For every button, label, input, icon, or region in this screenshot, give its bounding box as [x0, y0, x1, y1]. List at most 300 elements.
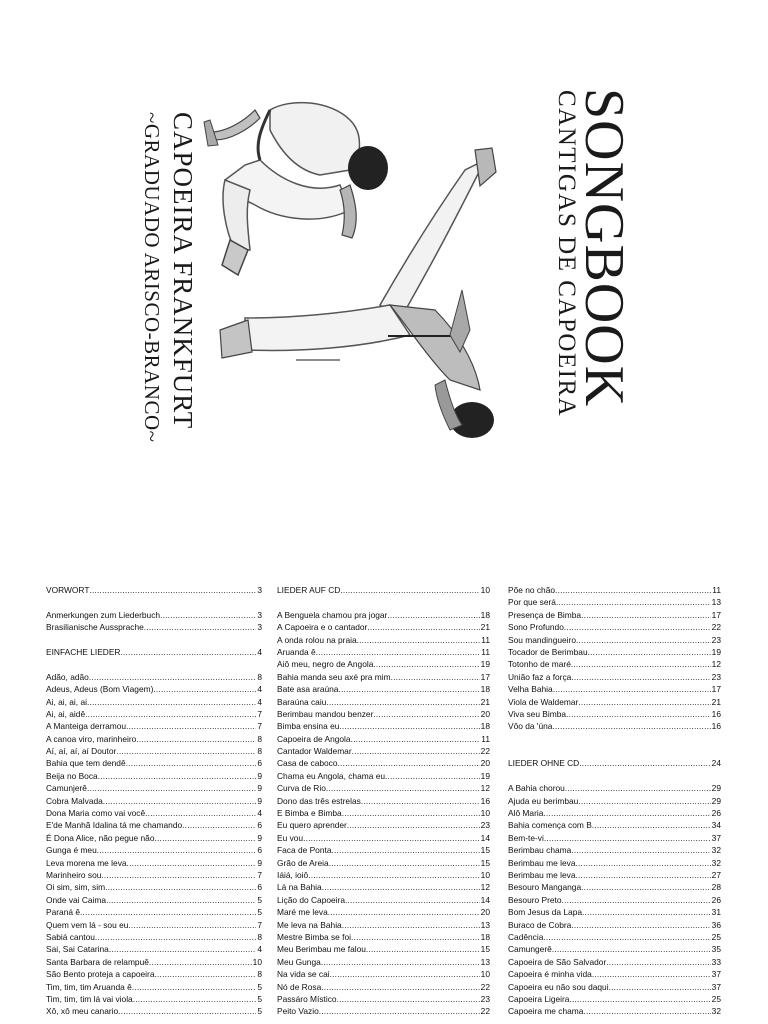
toc-entry-title: Berimbau me leva [508, 857, 576, 868]
toc-entry-page: 23 [711, 671, 721, 682]
toc-entry-title: Grão de Areia [277, 857, 329, 868]
toc-entry[interactable] [46, 894, 262, 906]
toc-entry-title: Passáro Místico [277, 993, 337, 1004]
toc-entry[interactable] [46, 683, 262, 695]
toc-entry[interactable] [508, 1005, 721, 1017]
toc-column-2 [277, 584, 490, 1018]
toc-entry-title: Sabiá cantou [46, 931, 95, 942]
toc-dot-leader [552, 720, 710, 732]
toc-dot-leader [153, 683, 256, 695]
toc-entry-title: Chama eu Angola, chama eu [277, 770, 386, 781]
toc-entry-page: 7 [257, 721, 262, 732]
toc-entry[interactable] [277, 943, 490, 955]
toc-entry-page: 37 [711, 981, 721, 992]
toc-entry[interactable] [277, 646, 490, 658]
toc-entry[interactable] [508, 993, 721, 1005]
toc-dot-leader [87, 782, 256, 794]
toc-entry-title: Nó de Rosa [277, 981, 322, 992]
toc-entry-page: 22 [480, 1006, 490, 1017]
toc-dot-leader [337, 993, 480, 1005]
toc-entry-title: Curva de Rio [277, 783, 326, 794]
toc-dot-leader [120, 646, 256, 658]
toc-entry[interactable] [277, 894, 490, 906]
toc-entry-title: Ai, ai, ai, ai [46, 696, 87, 707]
toc-entry-page: 8 [257, 671, 262, 682]
toc-column-1 [46, 584, 262, 1018]
toc-entry[interactable] [46, 757, 262, 769]
toc-dot-leader [571, 671, 710, 683]
toc-dot-leader [366, 943, 480, 955]
toc-entry[interactable] [277, 819, 490, 831]
toc-dot-leader [351, 733, 481, 745]
toc-dot-leader [95, 931, 256, 943]
toc-dot-leader [340, 584, 479, 596]
toc-entry[interactable] [277, 795, 490, 807]
toc-entry[interactable] [46, 621, 262, 633]
toc-entry-title: Sono Profundo [508, 622, 564, 633]
toc-entry-page: 32 [711, 845, 721, 856]
toc-entry-page: 18 [480, 721, 490, 732]
toc-entry[interactable] [46, 646, 262, 658]
toc-dot-leader [136, 733, 256, 745]
toc-entry[interactable] [46, 819, 262, 831]
toc-dot-leader [98, 770, 257, 782]
toc-entry[interactable] [277, 584, 490, 596]
toc-entry-title: LIEDER OHNE CD [508, 758, 580, 769]
toc-entry[interactable] [46, 807, 262, 819]
toc-dot-leader [316, 646, 481, 658]
toc-entry-title: A Manteiga derramou [46, 721, 127, 732]
toc-entry-title: Faca de Ponta [277, 845, 332, 856]
toc-entry[interactable] [508, 782, 721, 794]
toc-entry-title: Capoeira de Angola [277, 733, 351, 744]
toc-entry[interactable] [508, 757, 721, 769]
toc-entry-title: Paraná ê [46, 907, 80, 918]
toc-entry[interactable] [46, 795, 262, 807]
toc-dot-leader [543, 807, 710, 819]
toc-entry[interactable] [46, 844, 262, 856]
toc-dot-leader [579, 757, 710, 769]
toc-entry[interactable] [277, 782, 490, 794]
toc-entry-title: Velha Bahia [508, 684, 553, 695]
toc-entry-title: Berimbau me leva [508, 869, 576, 880]
toc-entry-title: Viva seu Bimba [508, 708, 567, 719]
toc-dot-leader [569, 993, 710, 1005]
toc-entry-title: Capoeira me chama [508, 1006, 584, 1017]
toc-entry[interactable] [508, 795, 721, 807]
toc-entry-title: Santa Barbara de relampuê [46, 956, 149, 967]
toc-entry[interactable] [46, 968, 262, 980]
toc-entry-title: Bahia manda seu axé pra mim [277, 671, 391, 682]
toc-entry-page: 20 [480, 907, 490, 918]
toc-entry-page: 8 [257, 969, 262, 980]
toc-entry[interactable] [46, 931, 262, 943]
toc-entry[interactable] [46, 943, 262, 955]
toc-entry-title: Me leva na Bahia [277, 919, 342, 930]
toc-entry[interactable] [508, 658, 721, 670]
toc-entry-title: Leva morena me leva [46, 857, 127, 868]
toc-dot-leader [555, 584, 711, 596]
toc-dot-leader [182, 819, 256, 831]
toc-entry[interactable] [277, 844, 490, 856]
toc-entry-page: 16 [711, 708, 721, 719]
toc-entry-page: 5 [257, 993, 262, 1004]
toc-entry[interactable] [46, 993, 262, 1005]
toc-entry-page: 22 [480, 981, 490, 992]
toc-entry[interactable] [508, 906, 721, 918]
toc-entry[interactable] [277, 720, 490, 732]
toc-dot-leader [578, 795, 710, 807]
toc-entry[interactable] [46, 869, 262, 881]
toc-entry-title: Dono das três estrelas [277, 795, 361, 806]
toc-entry[interactable] [277, 671, 490, 683]
toc-dot-leader [155, 832, 257, 844]
toc-dot-leader [562, 894, 711, 906]
toc-dot-leader [308, 869, 479, 881]
toc-entry-title: Brasilianische Aussprache [46, 622, 144, 633]
toc-entry[interactable] [508, 819, 721, 831]
toc-entry[interactable] [46, 720, 262, 732]
toc-entry-title: Capoeira Ligeira [508, 993, 570, 1004]
toc-entry-title: Dona Maria como vai você [46, 808, 146, 819]
toc-entry-title: Bate asa araúna [277, 684, 339, 695]
toc-dot-leader [357, 634, 481, 646]
toc-entry-page: 7 [257, 869, 262, 880]
toc-dot-leader [391, 671, 480, 683]
toc-entry-page: 10 [252, 956, 262, 967]
toc-entry-page: 29 [711, 795, 721, 806]
toc-entry[interactable] [508, 968, 721, 980]
toc-entry-page: 14 [480, 832, 490, 843]
toc-spacer [46, 634, 262, 646]
toc-entry[interactable] [277, 807, 490, 819]
toc-entry[interactable] [508, 671, 721, 683]
toc-entry-title: Lá na Bahia [277, 882, 322, 893]
toc-entry-title: Besouro Preto [508, 894, 562, 905]
toc-entry[interactable] [277, 696, 490, 708]
toc-entry-title: Põe no chão [508, 585, 556, 595]
toc-entry-page: 11 [481, 733, 490, 744]
toc-entry-title: A Benguela chamou pra jogar [277, 609, 388, 620]
toc-entry-title: É Dona Alice, não pegue não [46, 832, 155, 843]
toc-entry[interactable] [46, 981, 262, 993]
toc-dot-leader [322, 881, 480, 893]
toc-dot-leader [588, 646, 711, 658]
toc-entry-page: 27 [711, 869, 721, 880]
toc-entry-page: 23 [711, 634, 721, 645]
toc-entry-title: Tocador de Berimbau [508, 646, 588, 657]
toc-dot-leader [342, 807, 480, 819]
toc-entry[interactable] [508, 609, 721, 621]
toc-entry[interactable] [46, 609, 262, 621]
toc-entry-title: Capoeira eu não sou daqui [508, 981, 609, 992]
toc-entry-title: Beija no Boca [46, 770, 98, 781]
toc-entry[interactable] [277, 869, 490, 881]
toc-dot-leader [326, 696, 479, 708]
toc-entry-page: 11 [481, 646, 490, 657]
toc-dot-leader [85, 708, 256, 720]
toc-entry-title: Capoeira de São Salvador [508, 956, 607, 967]
toc-entry-page: 10 [480, 869, 490, 880]
toc-entry-title: Totonho de maré [508, 659, 571, 670]
toc-entry-title: A Bahia chorou [508, 783, 565, 794]
toc-entry-title: Berimbau chama [508, 845, 572, 856]
toc-dot-leader [330, 968, 480, 980]
toc-entry[interactable] [46, 832, 262, 844]
toc-spacer [508, 745, 721, 757]
toc-dot-leader [581, 609, 711, 621]
toc-entry-page: 16 [711, 721, 721, 732]
toc-dot-leader [592, 968, 711, 980]
toc-dot-leader [149, 956, 252, 968]
toc-entry-page: 8 [257, 746, 262, 757]
toc-entry[interactable] [508, 683, 721, 695]
toc-entry-title: Aiô meu, negro de Angola [277, 659, 374, 670]
toc-entry-page: 16 [480, 795, 490, 806]
toc-entry-title: Xô, xô meu canario [46, 1006, 119, 1017]
toc-entry-page: 22 [711, 622, 721, 633]
toc-dot-leader [128, 919, 256, 931]
toc-entry[interactable] [46, 906, 262, 918]
toc-entry[interactable] [46, 770, 262, 782]
toc-dot-leader [126, 757, 257, 769]
toc-spacer [508, 770, 721, 782]
toc-entry-title: VORWORT [46, 585, 90, 595]
toc-entry[interactable] [508, 956, 721, 968]
toc-dot-leader [338, 757, 480, 769]
toc-entry-title: Camungerê [508, 944, 552, 955]
toc-dot-leader [132, 981, 257, 993]
toc-entry-title: Bom Jesus da Lapa [508, 907, 583, 918]
toc-entry[interactable] [46, 881, 262, 893]
toc-entry[interactable] [277, 832, 490, 844]
toc-dot-leader [321, 981, 479, 993]
toc-dot-leader [331, 844, 479, 856]
toc-dot-leader [552, 943, 711, 955]
toc-entry-page: 9 [257, 832, 262, 843]
toc-entry-page: 24 [711, 758, 721, 769]
toc-dot-leader [109, 943, 256, 955]
toc-dot-leader [544, 832, 711, 844]
toc-entry[interactable] [508, 807, 721, 819]
toc-entry-page: 4 [257, 696, 262, 707]
toc-entry-page: 5 [257, 981, 262, 992]
toc-entry[interactable] [46, 1005, 262, 1017]
toc-entry-page: 5 [257, 907, 262, 918]
toc-entry-page: 8 [257, 733, 262, 744]
toc-dot-leader [319, 1005, 480, 1017]
toc-entry[interactable] [277, 658, 490, 670]
toc-entry[interactable] [277, 906, 490, 918]
toc-entry[interactable] [277, 683, 490, 695]
toc-entry-page: 3 [257, 622, 262, 633]
toc-dot-leader [126, 720, 256, 732]
toc-entry-title: Meu Gunga [277, 956, 321, 967]
toc-entry[interactable] [46, 857, 262, 869]
toc-entry-title: Vôo da 'úna [508, 721, 553, 732]
toc-entry[interactable] [277, 956, 490, 968]
toc-entry[interactable] [46, 671, 262, 683]
toc-entry-title: Cantador Waldemar [277, 746, 352, 757]
toc-dot-leader [609, 981, 711, 993]
toc-entry[interactable] [508, 634, 721, 646]
toc-entry-page: 18 [480, 684, 490, 695]
toc-entry-title: Oi sim, sim, sim [46, 882, 106, 893]
toc-entry-title: Casa de caboco [277, 758, 338, 769]
toc-dot-leader [339, 720, 479, 732]
toc-entry[interactable] [277, 708, 490, 720]
toc-entry-page: 25 [711, 931, 721, 942]
toc-entry-page: 6 [257, 820, 262, 831]
toc-entry-page: 26 [711, 894, 721, 905]
toc-entry-page: 13 [480, 956, 490, 967]
toc-entry-page: 34 [711, 820, 721, 831]
toc-dot-leader [326, 782, 480, 794]
toc-entry-title: LIEDER AUF CD [277, 585, 341, 595]
toc-entry-page: 11 [481, 634, 490, 645]
toc-entry-page: 9 [257, 857, 262, 868]
toc-entry[interactable] [508, 708, 721, 720]
toc-dot-leader [101, 869, 256, 881]
toc-entry[interactable] [277, 993, 490, 1005]
toc-entry-page: 7 [257, 708, 262, 719]
toc-entry-title: E'de Manhã Idalina tá me chamando [46, 820, 183, 831]
toc-entry[interactable] [508, 621, 721, 633]
toc-dot-leader [576, 634, 711, 646]
toc-entry[interactable] [277, 733, 490, 745]
toc-entry[interactable] [277, 770, 490, 782]
toc-entry-page: 10 [480, 585, 490, 595]
toc-entry-title: Sai, Sai Catarina [46, 944, 109, 955]
toc-spacer [277, 596, 490, 608]
toc-entry-title: Ajuda eu berimbau [508, 795, 579, 806]
toc-entry-page: 13 [480, 919, 490, 930]
toc-entry-page: 15 [480, 845, 490, 856]
toc-entry-title: A Capoeira e o cantador [277, 622, 368, 633]
toc-dot-leader [118, 1005, 256, 1017]
toc-entry[interactable] [277, 745, 490, 757]
toc-dot-leader [160, 609, 256, 621]
toc-entry[interactable] [508, 919, 721, 931]
toc-entry[interactable] [277, 881, 490, 893]
toc-entry[interactable] [277, 634, 490, 646]
toc-entry[interactable] [46, 733, 262, 745]
toc-entry[interactable] [277, 968, 490, 980]
toc-dot-leader [328, 906, 480, 918]
toc-entry[interactable] [508, 894, 721, 906]
toc-entry-title: Sou mandingueiro [508, 634, 576, 645]
capoeira-photo [200, 90, 510, 450]
toc-entry[interactable] [46, 919, 262, 931]
toc-entry[interactable] [508, 857, 721, 869]
toc-entry[interactable] [277, 609, 490, 621]
toc-entry[interactable] [508, 596, 721, 608]
toc-entry[interactable] [277, 931, 490, 943]
toc-entry-title: Bem-te-vi [508, 832, 544, 843]
toc-entry[interactable] [508, 981, 721, 993]
toc-dot-leader [606, 956, 710, 968]
toc-entry-page: 13 [711, 597, 721, 608]
toc-dot-leader [105, 881, 256, 893]
toc-entry-page: 23 [480, 820, 490, 831]
toc-entry-title: Baraúna caiu [277, 696, 327, 707]
toc-entry[interactable] [508, 931, 721, 943]
toc-dot-leader [97, 844, 257, 856]
toc-dot-leader [576, 857, 711, 869]
toc-entry-title: Camunjerê [46, 783, 87, 794]
toc-dot-leader [347, 819, 480, 831]
toc-entry-page: 19 [711, 646, 721, 657]
toc-entry-page: 6 [257, 758, 262, 769]
toc-entry-page: 6 [257, 882, 262, 893]
toc-entry-title: Cobra Malvada [46, 795, 103, 806]
toc-entry-title: Bahia que tem dendê [46, 758, 126, 769]
toc-entry[interactable] [46, 708, 262, 720]
toc-entry[interactable] [46, 782, 262, 794]
toc-entry-title: Por que será [508, 597, 556, 608]
toc-entry[interactable] [508, 696, 721, 708]
toc-entry-page: 29 [711, 783, 721, 794]
toc-entry[interactable] [277, 757, 490, 769]
toc-dot-leader [578, 696, 710, 708]
toc-entry-title: EINFACHE LIEDER [46, 646, 121, 657]
toc-entry-page: 21 [480, 696, 490, 707]
toc-entry-page: 7 [257, 919, 262, 930]
toc-entry[interactable] [277, 621, 490, 633]
toc-entry[interactable] [508, 584, 721, 596]
toc-entry-title: Anmerkungen zum Liederbuch [46, 609, 161, 620]
toc-entry-page: 9 [257, 783, 262, 794]
toc-entry-title: Aí, aí, aí, aí Doutor [46, 746, 117, 757]
toc-entry[interactable] [277, 1005, 490, 1017]
toc-entry[interactable] [46, 745, 262, 757]
toc-entry-title: A onda rolou na praia [277, 634, 357, 645]
toc-spacer [508, 733, 721, 745]
toc-entry[interactable] [508, 881, 721, 893]
toc-entry-page: 32 [711, 1006, 721, 1017]
toc-dot-leader [566, 708, 711, 720]
toc-entry-page: 3 [257, 585, 262, 595]
toc-entry-page: 15 [480, 944, 490, 955]
toc-dot-leader [106, 894, 256, 906]
toc-entry[interactable] [46, 584, 262, 596]
toc-dot-leader [571, 919, 710, 931]
toc-entry-title: Iáiá, ioiô [277, 869, 309, 880]
toc-entry-title: Maré me leva [277, 907, 328, 918]
toc-entry[interactable] [277, 857, 490, 869]
toc-dot-leader [373, 708, 479, 720]
toc-entry-page: 5 [257, 894, 262, 905]
toc-entry[interactable] [46, 696, 262, 708]
toc-entry[interactable] [508, 646, 721, 658]
toc-entry[interactable] [46, 956, 262, 968]
toc-dot-leader [592, 819, 711, 831]
toc-entry-page: 36 [711, 919, 721, 930]
toc-entry-title: Cadência [508, 931, 544, 942]
toc-dot-leader [342, 919, 480, 931]
toc-entry-page: 35 [711, 944, 721, 955]
toc-dot-leader [80, 906, 256, 918]
toc-entry[interactable] [277, 919, 490, 931]
toc-entry[interactable] [508, 720, 721, 732]
toc-entry[interactable] [277, 981, 490, 993]
toc-entry[interactable] [508, 943, 721, 955]
toc-entry-title: Alô Maria [508, 808, 544, 819]
toc-entry[interactable] [508, 869, 721, 881]
toc-entry-page: 21 [711, 696, 721, 707]
toc-entry[interactable] [508, 832, 721, 844]
toc-entry[interactable] [508, 844, 721, 856]
